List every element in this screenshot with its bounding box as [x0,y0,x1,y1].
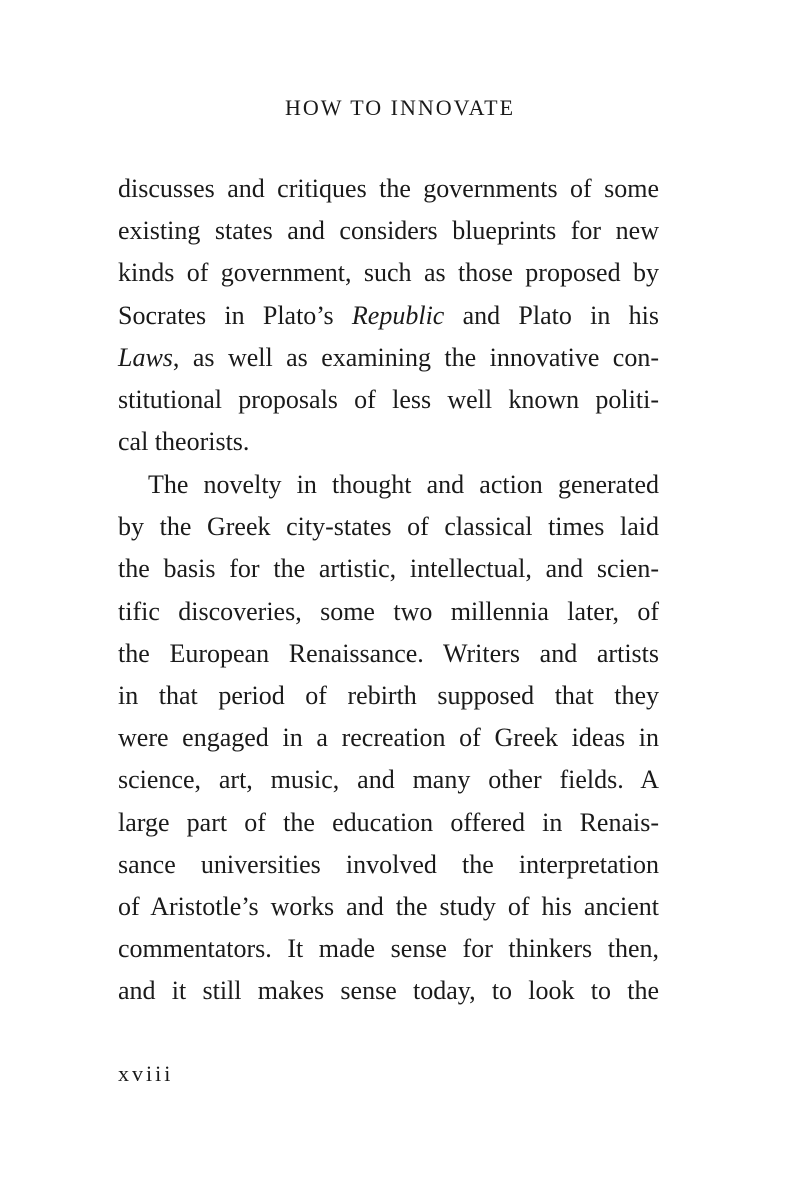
text-line: large part of the education offered in Renais- [118,807,659,837]
text-line: and it still makes sense today, to look to the [118,976,659,1006]
text-line: science, art, music, and many other fields. A [118,765,659,795]
text-line: cal theorists. [118,427,250,457]
text-line: tific discoveries, some two millennia later, of [118,596,659,626]
page-number: xviii [118,1061,174,1086]
text-line: commentators. It made sense for thinkers then, [118,934,659,964]
text-line: were engaged in a recreation of Greek ideas in [118,723,659,753]
text-run: and Plato in his [444,300,659,330]
text-line: The novelty in thought and action generated [148,470,659,499]
text-run: Socrates in Plato’s [118,300,352,330]
text-run: , as well as examining the innovative con- [172,342,659,372]
text-line: discusses and critiques the governments of some [118,174,659,203]
book-title-republic: Republic [351,300,445,330]
text-line [118,295,659,337]
paragraph-1 [118,168,659,463]
text-line: sance universities involved the interpretation [118,849,659,879]
text-line: existing states and considers blueprints for new [118,216,659,246]
text-line: kinds of government, such as those proposed by [118,258,659,288]
text-line [118,337,659,379]
text-line: in that period of rebirth supposed that they [118,680,659,710]
book-title-laws: Laws [118,342,173,372]
text-line: the European Renaissance. Writers and artists [118,638,659,668]
paragraph-2 [118,464,659,1012]
text-line: the basis for the artistic, intellectual, and scien- [118,554,659,584]
text-line: of Aristotle’s works and the study of his ancient [118,891,659,921]
running-head: HOW TO INNOVATE [284,95,516,120]
text-line: stitutional proposals of less well known politi- [118,384,659,414]
text-line: by the Greek city-states of classical times laid [118,512,659,542]
